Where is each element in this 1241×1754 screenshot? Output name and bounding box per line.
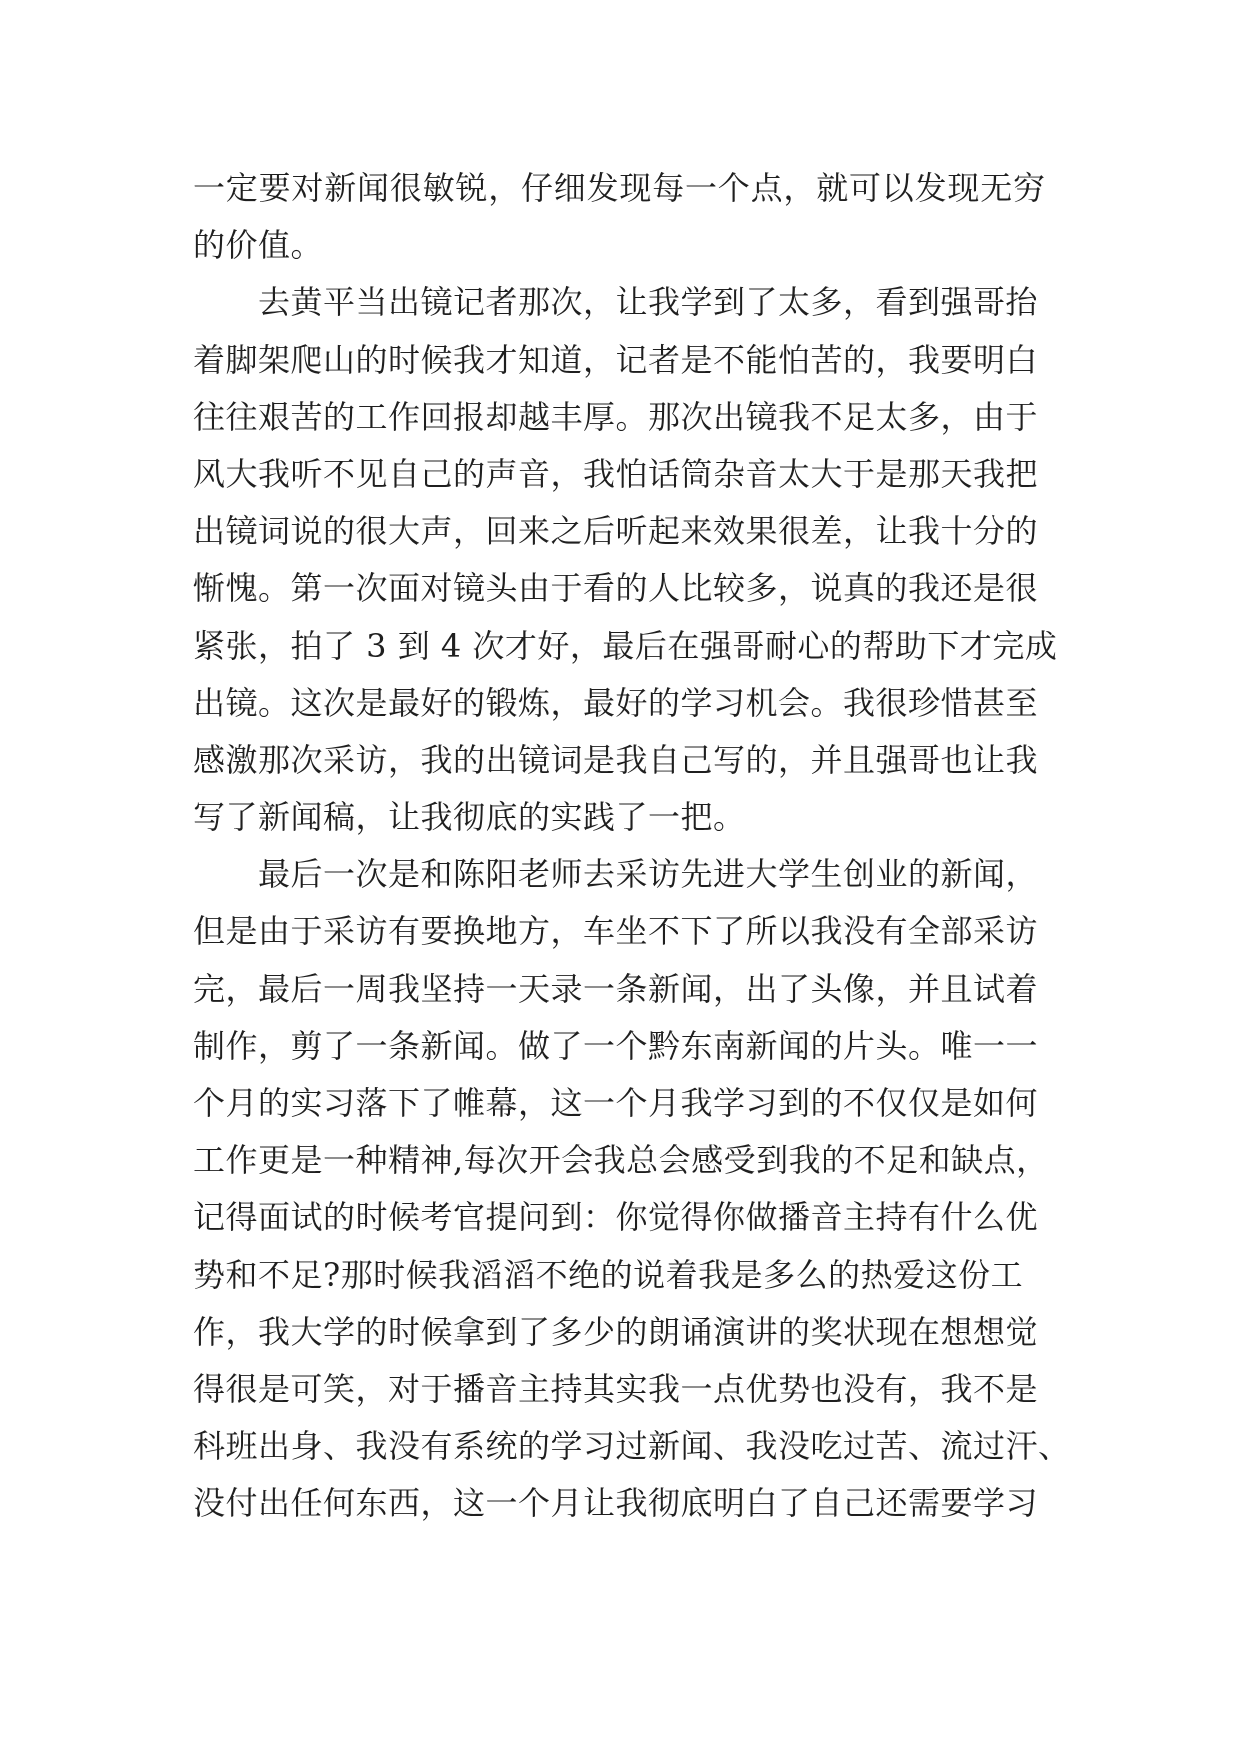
- text-line: 紧张，拍了 3 到 4 次才好，最后在强哥耐心的帮助下才完成: [193, 626, 1058, 665]
- paragraph-1: [193, 160, 1053, 274]
- text-line: 着脚架爬山的时候我才知道，记者是不能怕苦的，我要明白: [193, 340, 1039, 379]
- text-line: 科班出身、我没有系统的学习过新闻、我没吃过苦、流过汗、: [193, 1427, 1071, 1466]
- text-line: 制作，剪了一条新闻。做了一个黔东南新闻的片头。唯一一: [193, 1026, 1039, 1065]
- text-line: 出镜。这次是最好的锻炼，最好的学习机会。我很珍惜甚至: [193, 683, 1039, 722]
- text-line: 工作更是一种精神,每次开会我总会感受到我的不足和缺点，: [193, 1141, 1049, 1180]
- text-line: 作，我大学的时候拿到了多少的朗诵演讲的奖状现在想想觉: [193, 1312, 1039, 1351]
- text-line: 完，最后一周我坚持一天录一条新闻，出了头像，并且试着: [193, 969, 1039, 1008]
- text-line: 记得面试的时候考官提问到：你觉得你做播音主持有什么优: [193, 1198, 1039, 1237]
- text-line: 写了新闻稿，让我彻底的实践了一把。: [193, 798, 746, 837]
- text-line: 最后一次是和陈阳老师去采访先进大学生创业的新闻，: [258, 855, 1039, 894]
- text-line: 出镜词说的很大声，回来之后听起来效果很差，让我十分的: [193, 512, 1039, 551]
- text-line: 的价值。: [193, 226, 324, 265]
- text-line: 势和不足?那时候我滔滔不绝的说着我是多么的热爱这份工: [193, 1255, 1024, 1294]
- text-line: 风大我听不见自己的声音，我怕话筒杂音太大于是那天我把: [193, 454, 1039, 493]
- text-line: 惭愧。第一次面对镜头由于看的人比较多，说真的我还是很: [193, 569, 1039, 608]
- text-line: 个月的实习落下了帷幕，这一个月我学习到的不仅仅是如何: [193, 1084, 1039, 1122]
- text-line: 没付出任何东西，这一个月让我彻底明白了自己还需要学习: [193, 1484, 1039, 1523]
- body-text: [193, 160, 1071, 1533]
- paragraph-3: [193, 846, 1071, 1532]
- text-line: 一定要对新闻很敏锐，仔细发现每一个点，就可以发现无穷: [193, 169, 1046, 207]
- text-line: 往往艰苦的工作回报却越丰厚。那次出镜我不足太多，由于: [193, 397, 1039, 436]
- text-line: 感激那次采访，我的出镜词是我自己写的，并且强哥也让我: [193, 740, 1039, 779]
- paragraph-2: [193, 274, 1058, 846]
- text-line: 但是由于采访有要换地方，车坐不下了所以我没有全部采访: [193, 912, 1039, 951]
- text-line: 去黄平当出镜记者那次，让我学到了太多，看到强哥抬: [258, 283, 1039, 322]
- text-line: 得很是可笑，对于播音主持其实我一点优势也没有，我不是: [193, 1369, 1039, 1408]
